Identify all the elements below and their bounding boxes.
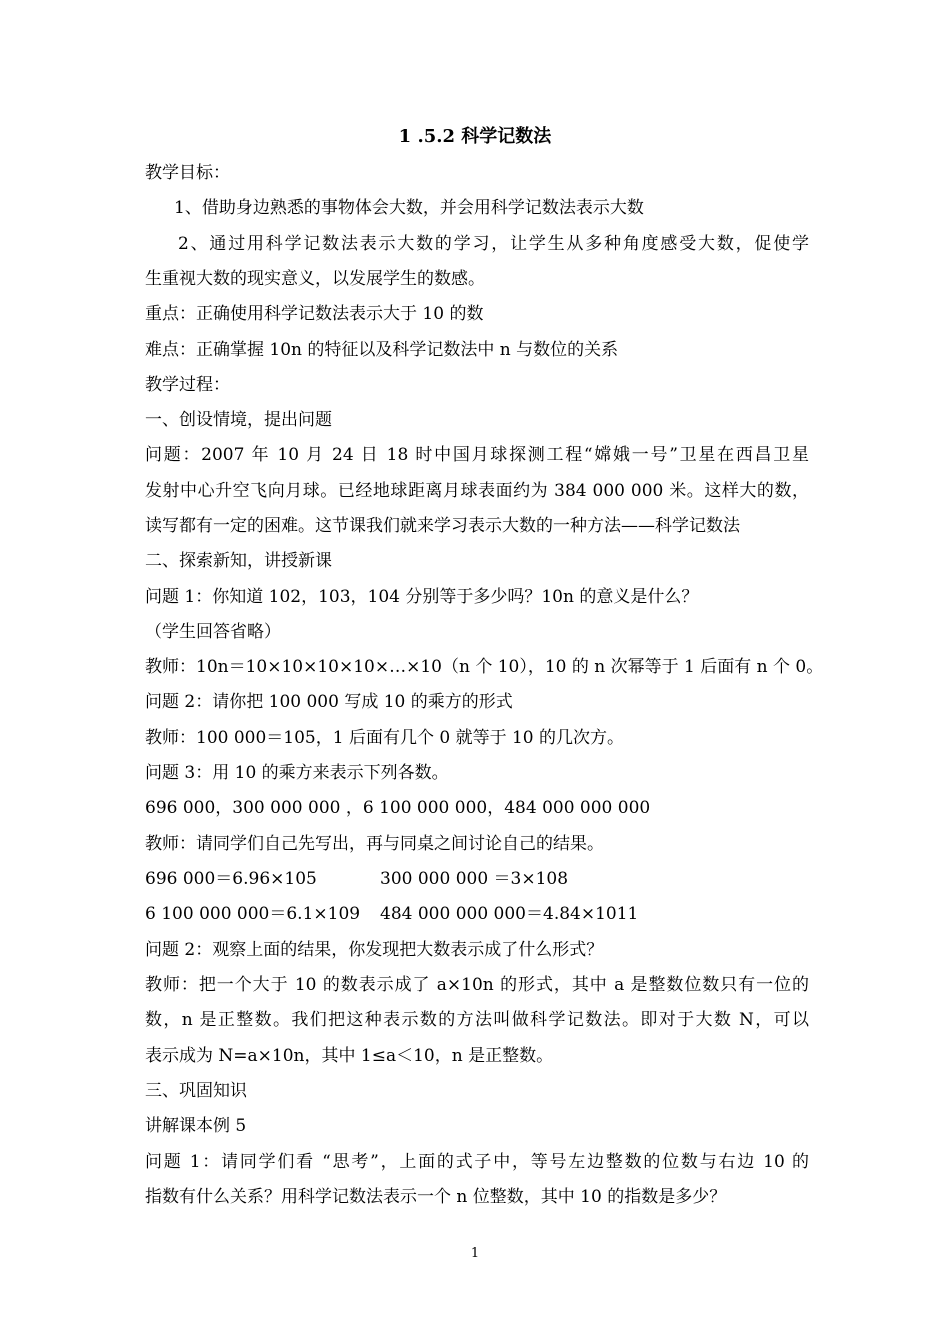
question-think-line-2: 指数有什么关系？用科学记数法表示一个 n 位整数，其中 10 的指数是多少？ — [145, 1187, 727, 1207]
teacher-note-1: 教师：10n＝10×10×10×10×…×10（n 个 10），10 的 n 次幂等于 1 后面有 n 个 0。 — [145, 657, 824, 677]
question-1: 问题 1：你知道 102，103，104 分别等于多少吗？10n 的意义是什么？ — [145, 587, 699, 607]
result-row-1-right: 300 000 000 ＝3×108 — [380, 869, 569, 889]
section-heading-3: 三、巩固知识 — [145, 1081, 247, 1101]
question-think-line-1: 问题 1：请同学们看 “思考”，上面的式子中，等号左边整数的位数与右边 10 的 — [145, 1152, 809, 1172]
number-list: 696 000，300 000 000 ，6 100 000 000，484 000 000 000 — [145, 798, 651, 818]
teacher-definition-line-2: 数，n 是正整数。我们把这种表示数的方法叫做科学记数法。即对于大数 N，可以 — [145, 1010, 809, 1030]
document-title: 1 .5.2 科学记数法 — [398, 126, 552, 147]
section-heading-2: 二、探索新知，讲授新课 — [145, 551, 332, 571]
goal-2-line-1: 2、通过用科学记数法表示大数的学习，让学生从多种角度感受大数，促使学 — [178, 234, 809, 254]
student-answer-omitted: （学生回答省略） — [145, 622, 281, 642]
teacher-note-3: 教师：请同学们自己先写出，再与同桌之间讨论自己的结果。 — [145, 834, 604, 854]
section-heading-1: 一、创设情境，提出问题 — [145, 410, 332, 430]
key-point: 重点：正确使用科学记数法表示大于 10 的数 — [145, 304, 484, 324]
teacher-definition-line-1: 教师：把一个大于 10 的数表示成了 a×10n 的形式，其中 a 是整数位数只有一位的 — [145, 975, 809, 995]
result-row-2-right: 484 000 000 000＝4.84×1011 — [380, 904, 639, 924]
result-row-2-left: 6 100 000 000＝6.1×109 — [145, 904, 361, 924]
goal-2-line-2: 生重视大数的现实意义，以发展学生的数感。 — [145, 269, 485, 289]
problem-intro-line-1: 问题：2007 年 10 月 24 日 18 时中国月球探测工程“嫦娥一号”卫星在西昌卫星 — [145, 445, 809, 465]
teacher-note-2: 教师：100 000＝105，1 后面有几个 0 就等于 10 的几次方。 — [145, 728, 625, 748]
question-observe: 问题 2：观察上面的结果，你发现把大数表示成了什么形式？ — [145, 940, 604, 960]
problem-intro-line-2: 发射中心升空飞向月球。已经地球距离月球表面约为 384 000 000 米。这样大的数， — [145, 481, 809, 501]
teacher-definition-line-3: 表示成为 N=a×10n，其中 1≤a＜10，n 是正整数。 — [145, 1046, 554, 1066]
section-teaching-process: 教学过程： — [145, 375, 230, 395]
section-teaching-goals: 教学目标： — [145, 163, 230, 183]
question-2: 问题 2：请你把 100 000 写成 10 的乘方的形式 — [145, 692, 513, 712]
page-number: 1 — [470, 1246, 480, 1261]
problem-intro-line-3: 读写都有一定的困难。这节课我们就来学习表示大数的一种方法——科学记数法 — [145, 516, 740, 536]
result-row-1-left: 696 000＝6.96×105 — [145, 869, 317, 889]
question-3: 问题 3：用 10 的乘方来表示下列各数。 — [145, 763, 449, 783]
goal-1: 1、借助身边熟悉的事物体会大数，并会用科学记数法表示大数 — [174, 198, 644, 218]
difficult-point: 难点：正确掌握 10n 的特征以及科学记数法中 n 与数位的关系 — [145, 340, 619, 360]
example-5: 讲解课本例 5 — [145, 1116, 247, 1136]
